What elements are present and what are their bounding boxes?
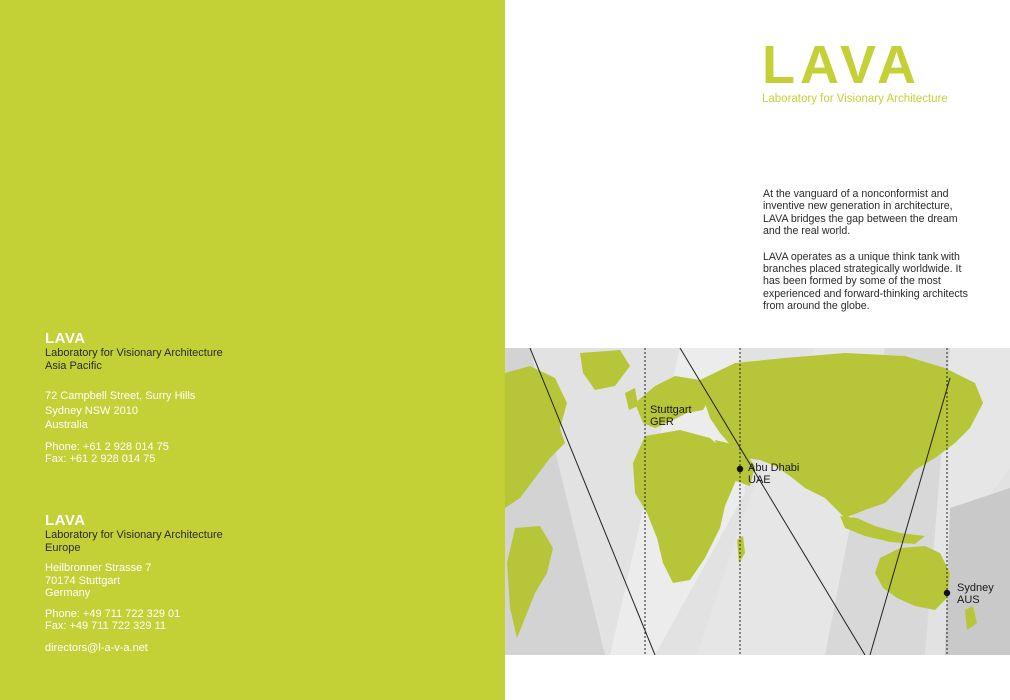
city-marker-sydney (944, 590, 950, 596)
office-brand: LAVA (45, 512, 86, 529)
office-country: Australia (45, 419, 88, 431)
world-map (505, 348, 1010, 655)
office-asia-pacific (45, 330, 223, 466)
office-region: Asia Pacific (45, 359, 102, 372)
city-marker-abu-dhabi (737, 466, 743, 472)
logo-tagline: Laboratory for Visionary Architecture (762, 93, 948, 105)
logo-wordmark: LAVA (762, 35, 921, 95)
office-fax: Fax: +61 2 928 014 75 (45, 453, 156, 465)
office-phone: Phone: +49 711 722 329 01 (45, 607, 181, 620)
city-name: Abu Dhabi (748, 462, 800, 474)
city-name: Sydney (957, 582, 994, 594)
intro-paragraph-2: LAVA operates as a unique think tank with branches placed strategically worldwide. It has been formed by some of the most experienced and forward-thinking architects from around the globe. (763, 250, 968, 313)
city-country: UAE (748, 474, 771, 486)
office-name: Laboratory for Visionary Architecture (45, 529, 223, 541)
map-band (945, 488, 1010, 655)
office-address-line2: 70174 Stuttgart (45, 574, 121, 587)
city-country: AUS (957, 594, 980, 606)
city-country: GER (650, 416, 674, 428)
office-fax: Fax: +49 711 722 329 11 (45, 620, 166, 632)
city-label-abu-dhabi (748, 462, 799, 486)
intro-text (763, 188, 978, 326)
city-name: Stuttgart (650, 404, 692, 416)
office-region: Europe (45, 541, 81, 554)
lava-logo (762, 35, 948, 106)
city-label-stuttgart (650, 404, 692, 428)
office-address-line2: Sydney NSW 2010 (45, 404, 138, 417)
office-brand: LAVA (45, 330, 86, 347)
office-country: Germany (45, 587, 91, 599)
office-email-link[interactable]: directors@l-a-v-a.net (45, 641, 148, 654)
office-address-line1: 72 Campbell Street, Surry Hills (45, 390, 196, 402)
office-address-line1: Heilbronner Strasse 7 (45, 562, 152, 574)
office-europe (45, 512, 223, 654)
office-name: Laboratory for Visionary Architecture (45, 347, 223, 359)
intro-paragraph-1: At the vanguard of a nonconformist and inventive new generation in architecture, LAVA bridges the gap between the dream and the real world. (763, 188, 958, 238)
office-phone: Phone: +61 2 928 014 75 (45, 440, 169, 453)
city-label-sydney (957, 582, 994, 606)
